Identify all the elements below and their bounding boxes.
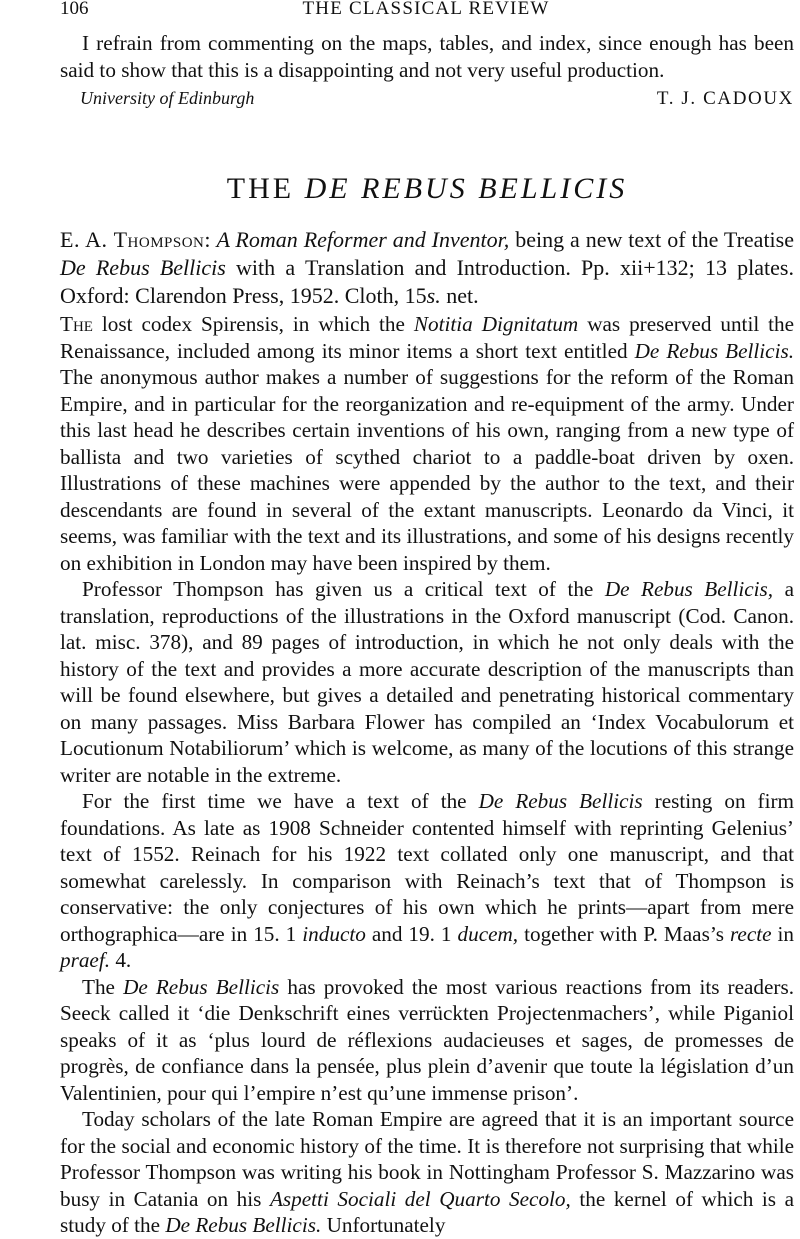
paragraph-1 <box>60 311 794 576</box>
article-title-plain: THE <box>226 172 295 205</box>
text-run: lost codex Spirensis, in which the <box>101 312 405 336</box>
article-title-italic: DE REBUS BELLICIS <box>304 172 628 205</box>
italic-word: praef. <box>60 948 111 972</box>
text-run: was preserved until the Renaissance, included among its minor items a short text entitled <box>60 312 795 363</box>
text-run: 4. <box>115 948 132 972</box>
paragraph-4 <box>60 974 794 1107</box>
text-run: has provoked the most various reactions from its readers. Seeck called it ‘die Denkschrift eines verrückten Projectenmachers’, while Piganiol speaks of it as ‘plus lourd de réflexions audacieuses et sages, de promesses de progrès, de confiance dans la pensée, plus plein d’avenir que toute la législation d’un Valentinien, pour qui l’empire n’est qu’une immense prison’. <box>60 974 795 1105</box>
text-run: The anonymous author makes a number of suggestions for the reform of the Roman Empire, and in particular for the reorganization and re-equipment of the army. Under this last head he describes certain inventions of his own, ranging from a new type of ballista and two varieties of scythed chariot to a paddle-boat driven by oxen. Illustrations of these machines were appended by the author to the text, and their descendants are found in several of the extant manuscripts. Leonardo da Vinci, it seems, was familiar with the text and its illustrations, and some of his designs recently on exhibition in London may have been inspired by them. <box>60 365 794 575</box>
text-run: the kernel of which is a study of the <box>60 1186 795 1237</box>
reviewer-name: T. J. CADOUX <box>656 88 794 109</box>
book-author: E. A. Thompson <box>60 227 205 252</box>
reviewer-signature <box>60 88 794 112</box>
paragraph-lead-word: The <box>60 312 93 336</box>
text-run: resting on firm foundations. As late as 1908 Schneider contented himself with reprinting Gelenius’ text of 1552. Reinach for his 1922 text collated only one manuscript, and that somewhat carelessly. In comparison with Reinach’s text that of Thompson is conservative: the only conjectures of his own which he prints—apart from mere orthographica—are in 15. 1 <box>60 789 795 946</box>
text-run: a translation, reproductions of the illustrations in the Oxford manuscript (Cod. Canon. lat. misc. 378), and 89 pages of introduction, in which he not only deals with the history of the text and provides a more accurate description of the manuscripts than will be found elsewhere, but gives a detailed and penetrating historical commentary on many passages. Miss Barbara Flower has compiled an ‘Index Vocabulorum et Locutionum Notabiliorum’ which is welcome, as many of the locutions of this strange writer are notable in the extreme. <box>60 577 794 787</box>
italic-title: De Rebus Bellicis, <box>604 577 774 601</box>
paragraph-3 <box>60 788 794 974</box>
paragraph-2 <box>60 576 794 788</box>
text-run: Unfortunately <box>326 1213 446 1237</box>
article-title <box>60 172 794 206</box>
italic-title: De Rebus Bellicis. <box>165 1213 322 1237</box>
text-run: Today scholars of the late Roman Empire are agreed that it is an important source for the social and economic history of the time. It is therefore not surprising that while Professor Thompson was writing his book in Nottingham Professor S. Mazzarino was busy in Catania on his <box>60 1107 794 1211</box>
italic-word: recte <box>729 921 772 946</box>
italic-word: inducto <box>302 921 366 946</box>
text-run: Professor Thompson has given us a critical text of the <box>82 577 594 601</box>
book-price-unit: s. <box>426 283 441 308</box>
book-citation: E. A. Thompson: A Roman Reformer and Inventor, being a new text of the Treatise De Rebus Bellicis with a Translation and Introduction. Pp. xii+132; 13 plates. Oxford: Clarendon Press, 1952. Cloth, 15s. net. <box>60 227 794 308</box>
text-run: in <box>777 921 794 946</box>
book-title: A Roman Reformer and Inventor, <box>216 227 510 252</box>
book-description: being a new text of the Treatise <box>515 227 794 252</box>
review-body <box>60 311 794 1239</box>
reviewer-affiliation: University of Edinburgh <box>80 88 255 108</box>
italic-title: De Rebus Bellicis <box>123 974 280 999</box>
book-details: with a Translation and Introduction. Pp. xii+132; 13 plates. Oxford: Clarendon Press, 1952. Cloth, 15 <box>60 255 794 308</box>
book-price-tail: net. <box>446 283 479 308</box>
paragraph-5 <box>60 1106 794 1239</box>
running-head <box>60 0 792 20</box>
italic-word: ducem, <box>457 921 519 946</box>
text-run: and 19. 1 <box>371 921 452 946</box>
italic-title: Aspetti Sociali del Quarto Secolo, <box>269 1186 571 1211</box>
italic-title: De Rebus Bellicis. <box>634 338 795 363</box>
journal-title: THE CLASSICAL REVIEW <box>302 0 550 19</box>
italic-title: Notitia Dignitatum <box>413 312 579 336</box>
text-run: The <box>82 974 115 999</box>
text-run: For the first time we have a text of the <box>82 789 467 813</box>
page-number: 106 <box>60 0 89 19</box>
text-run: together with P. Maas’s <box>524 921 724 946</box>
italic-title: De Rebus Bellicis <box>478 789 643 813</box>
previous-review-closing: I refrain from commenting on the maps, tables, and index, since enough has been said to show that this is a disappointing and not very useful production. <box>60 31 794 82</box>
book-title-latin: De Rebus Bellicis <box>60 255 226 280</box>
